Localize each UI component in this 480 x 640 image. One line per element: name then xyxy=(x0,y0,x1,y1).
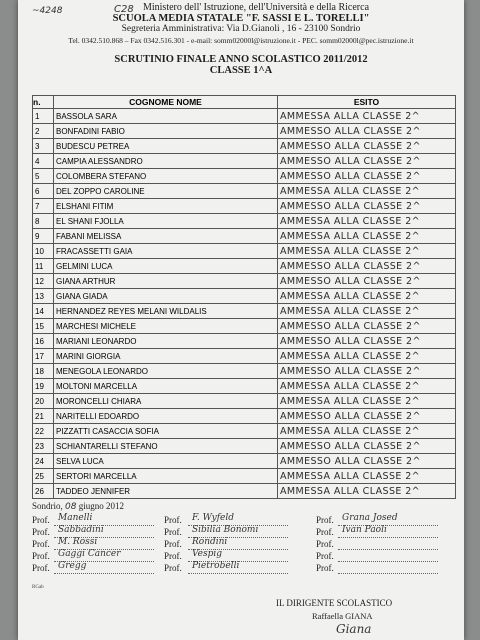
result-handwritten: AMMESSA ALLA CLASSE 2^ xyxy=(278,229,456,244)
principal-signature: Giana xyxy=(336,622,372,636)
signature-label: Prof. xyxy=(32,539,50,549)
handwritten-signature: Sibilia Bonomi xyxy=(192,525,259,535)
row-number: 9 xyxy=(33,229,54,244)
result-handwritten: AMMESSA ALLA CLASSE 2^ xyxy=(278,109,456,124)
row-number: 4 xyxy=(33,154,54,169)
result-handwritten: AMMESSA ALLA CLASSE 2^ xyxy=(278,289,456,304)
signature-line xyxy=(338,537,438,538)
result-handwritten: AMMESSO ALLA CLASSE 2^ xyxy=(278,319,456,334)
result-handwritten: AMMESSA ALLA CLASSE 2^ xyxy=(278,469,456,484)
signature-label: Prof. xyxy=(316,551,334,561)
table-row xyxy=(33,154,456,169)
result-handwritten: AMMESSA ALLA CLASSE 2^ xyxy=(278,304,456,319)
result-handwritten: AMMESSO ALLA CLASSE 2^ xyxy=(278,154,456,169)
signature-label: Prof. xyxy=(316,515,334,525)
table-row xyxy=(33,274,456,289)
row-number: 26 xyxy=(33,484,54,499)
table-row xyxy=(33,244,456,259)
student-name: SERTORI MARCELLA xyxy=(54,469,278,484)
result-handwritten: AMMESSO ALLA CLASSE 2^ xyxy=(278,334,456,349)
handwritten-note-ref: ~4248 xyxy=(32,6,63,16)
student-name: SCHIANTARELLI STEFANO xyxy=(54,439,278,454)
result-handwritten: AMMESSO ALLA CLASSE 2^ xyxy=(278,124,456,139)
row-number: 25 xyxy=(33,469,54,484)
signature-label: Prof. xyxy=(316,563,334,573)
student-name: MENEGOLA LEONARDO xyxy=(54,364,278,379)
student-name: PIZZATTI CASACCIA SOFIA xyxy=(54,424,278,439)
handwritten-signature: Grana Josed xyxy=(342,513,398,523)
row-number: 15 xyxy=(33,319,54,334)
table-row xyxy=(33,229,456,244)
table-row xyxy=(33,364,456,379)
scanned-document-page xyxy=(18,0,464,640)
signature-line xyxy=(338,549,438,550)
table-row xyxy=(33,484,456,499)
handwritten-signature: Gaggi Cancer xyxy=(58,549,121,559)
date-day: 08 xyxy=(65,502,77,512)
row-number: 7 xyxy=(33,199,54,214)
table-row xyxy=(33,304,456,319)
signature-line xyxy=(188,573,288,574)
school-contacts: Tel. 0342.510.868 – Fax 0342.516.301 - e-mail: somm02000l@istruzione.it - PEC. somm02000l@pec.istruzione.it xyxy=(68,36,414,45)
row-number: 23 xyxy=(33,439,54,454)
handwritten-signature: M. Rossi xyxy=(58,537,98,547)
handwritten-signature: Pietrobelli xyxy=(192,561,240,571)
student-name: ELSHANI FITIM xyxy=(54,199,278,214)
signature-label: Prof. xyxy=(164,551,182,561)
signature-label: Prof. xyxy=(32,515,50,525)
table-row xyxy=(33,319,456,334)
result-handwritten: AMMESSA ALLA CLASSE 2^ xyxy=(278,349,456,364)
principal-title: IL DIRIGENTE SCOLASTICO xyxy=(276,598,393,608)
student-name: MORONCELLI CHIARA xyxy=(54,394,278,409)
table-row xyxy=(33,469,456,484)
row-number: 20 xyxy=(33,394,54,409)
result-handwritten: AMMESSO ALLA CLASSE 2^ xyxy=(278,169,456,184)
table-row xyxy=(33,184,456,199)
student-name: SELVA LUCA xyxy=(54,454,278,469)
student-name: GIANA ARTHUR xyxy=(54,274,278,289)
row-number: 3 xyxy=(33,139,54,154)
table-row xyxy=(33,109,456,124)
column-header-result: ESITO xyxy=(278,96,456,109)
handwritten-signature: Gregg xyxy=(58,561,87,571)
row-number: 16 xyxy=(33,334,54,349)
table-row xyxy=(33,259,456,274)
result-handwritten: AMMESSO ALLA CLASSE 2^ xyxy=(278,259,456,274)
document-header xyxy=(18,2,464,76)
school-address: Segreteria Amministrativa: Via D.Gianoli , 16 - 23100 Sondrio xyxy=(121,24,361,34)
row-number: 22 xyxy=(33,424,54,439)
signature-line xyxy=(338,561,438,562)
student-name: FABANI MELISSA xyxy=(54,229,278,244)
result-handwritten: AMMESSA ALLA CLASSE 2^ xyxy=(278,214,456,229)
signature-label: Prof. xyxy=(32,551,50,561)
result-handwritten: AMMESSO ALLA CLASSE 2^ xyxy=(278,409,456,424)
student-name: MARINI GIORGIA xyxy=(54,349,278,364)
student-name: MOLTONI MARCELLA xyxy=(54,379,278,394)
student-name: GELMINI LUCA xyxy=(54,259,278,274)
column-header-number: n. xyxy=(33,96,54,109)
student-name: DEL ZOPPO CAROLINE xyxy=(54,184,278,199)
row-number: 14 xyxy=(33,304,54,319)
row-number: 24 xyxy=(33,454,54,469)
signature-label: Prof. xyxy=(164,515,182,525)
date-line: Sondrio, 08 giugno 2012 xyxy=(32,501,124,512)
row-number: 11 xyxy=(33,259,54,274)
table-row xyxy=(33,454,456,469)
handwritten-signature: Vespig xyxy=(192,549,223,559)
row-number: 12 xyxy=(33,274,54,289)
student-name: CAMPIA ALESSANDRO xyxy=(54,154,278,169)
table-row xyxy=(33,349,456,364)
signature-label: Prof. xyxy=(32,527,50,537)
table-row xyxy=(33,289,456,304)
student-name: BASSOLA SARA xyxy=(54,109,278,124)
student-name: HERNANDEZ REYES MELANI WILDALIS xyxy=(54,304,278,319)
handwritten-note-code: C28 xyxy=(114,4,134,15)
table-row xyxy=(33,139,456,154)
column-header-name: COGNOME NOME xyxy=(54,96,278,109)
student-name: TADDEO JENNIFER xyxy=(54,484,278,499)
handwritten-signature: F. Wyfeld xyxy=(192,513,234,523)
table-body xyxy=(33,109,456,499)
student-name: BONFADINI FABIO xyxy=(54,124,278,139)
school-name: SCUOLA MEDIA STATALE "F. SASSI E L. TORELLI" xyxy=(112,13,370,24)
table-row xyxy=(33,424,456,439)
ministry-line: Ministero dell' Istruzione, dell'Università e della Ricerca xyxy=(142,2,370,13)
handwritten-signature: Rondini xyxy=(192,537,228,547)
table-row xyxy=(33,409,456,424)
table-header-row xyxy=(33,96,456,109)
principal-name: Raffaella GIANA xyxy=(312,611,373,621)
signature-label: Prof. xyxy=(164,527,182,537)
signature-label: Prof. xyxy=(164,563,182,573)
result-handwritten: AMMESSA ALLA CLASSE 2^ xyxy=(278,424,456,439)
row-number: 2 xyxy=(33,124,54,139)
student-name: NARITELLI EDOARDO xyxy=(54,409,278,424)
row-number: 17 xyxy=(33,349,54,364)
row-number: 19 xyxy=(33,379,54,394)
row-number: 6 xyxy=(33,184,54,199)
row-number: 10 xyxy=(33,244,54,259)
result-handwritten: AMMESSO ALLA CLASSE 2^ xyxy=(278,364,456,379)
student-name: MARCHESI MICHELE xyxy=(54,319,278,334)
result-handwritten: AMMESSO ALLA CLASSE 2^ xyxy=(278,439,456,454)
signature-label: Prof. xyxy=(32,563,50,573)
row-number: 1 xyxy=(33,109,54,124)
table-row xyxy=(33,394,456,409)
table-row xyxy=(33,124,456,139)
table-row xyxy=(33,169,456,184)
student-name: EL SHANI FJOLLA xyxy=(54,214,278,229)
row-number: 13 xyxy=(33,289,54,304)
signature-label: Prof. xyxy=(316,539,334,549)
document-title: SCRUTINIO FINALE ANNO SCOLASTICO 2011/2012 xyxy=(114,54,368,65)
margin-code: RGab xyxy=(32,585,44,590)
handwritten-signature: Ivan Paoli xyxy=(342,525,387,535)
results-table xyxy=(32,95,456,499)
result-handwritten: AMMESSA ALLA CLASSE 2^ xyxy=(278,244,456,259)
student-name: MARIANI LEONARDO xyxy=(54,334,278,349)
row-number: 5 xyxy=(33,169,54,184)
result-handwritten: AMMESSA ALLA CLASSE 2^ xyxy=(278,484,456,499)
signature-label: Prof. xyxy=(164,539,182,549)
result-handwritten: AMMESSA ALLA CLASSE 2^ xyxy=(278,394,456,409)
signature-line xyxy=(338,573,438,574)
table-row xyxy=(33,379,456,394)
row-number: 18 xyxy=(33,364,54,379)
student-name: COLOMBERA STEFANO xyxy=(54,169,278,184)
table-row xyxy=(33,334,456,349)
table-row xyxy=(33,439,456,454)
student-name: BUDESCU PETREA xyxy=(54,139,278,154)
handwritten-signature: Sabbadini xyxy=(58,525,104,535)
handwritten-signature: Manelli xyxy=(58,513,93,523)
result-handwritten: AMMESSO ALLA CLASSE 2^ xyxy=(278,139,456,154)
result-handwritten: AMMESSO ALLA CLASSE 2^ xyxy=(278,274,456,289)
student-name: GIANA GIADA xyxy=(54,289,278,304)
signature-line xyxy=(54,573,154,574)
class-label: CLASSE 1^A xyxy=(209,65,273,76)
result-handwritten: AMMESSA ALLA CLASSE 2^ xyxy=(278,184,456,199)
result-handwritten: AMMESSO ALLA CLASSE 2^ xyxy=(278,454,456,469)
student-name: FRACASSETTI GAIA xyxy=(54,244,278,259)
table-row xyxy=(33,214,456,229)
row-number: 8 xyxy=(33,214,54,229)
row-number: 21 xyxy=(33,409,54,424)
table-row xyxy=(33,199,456,214)
result-handwritten: AMMESSO ALLA CLASSE 2^ xyxy=(278,199,456,214)
result-handwritten: AMMESSA ALLA CLASSE 2^ xyxy=(278,379,456,394)
signature-label: Prof. xyxy=(316,527,334,537)
